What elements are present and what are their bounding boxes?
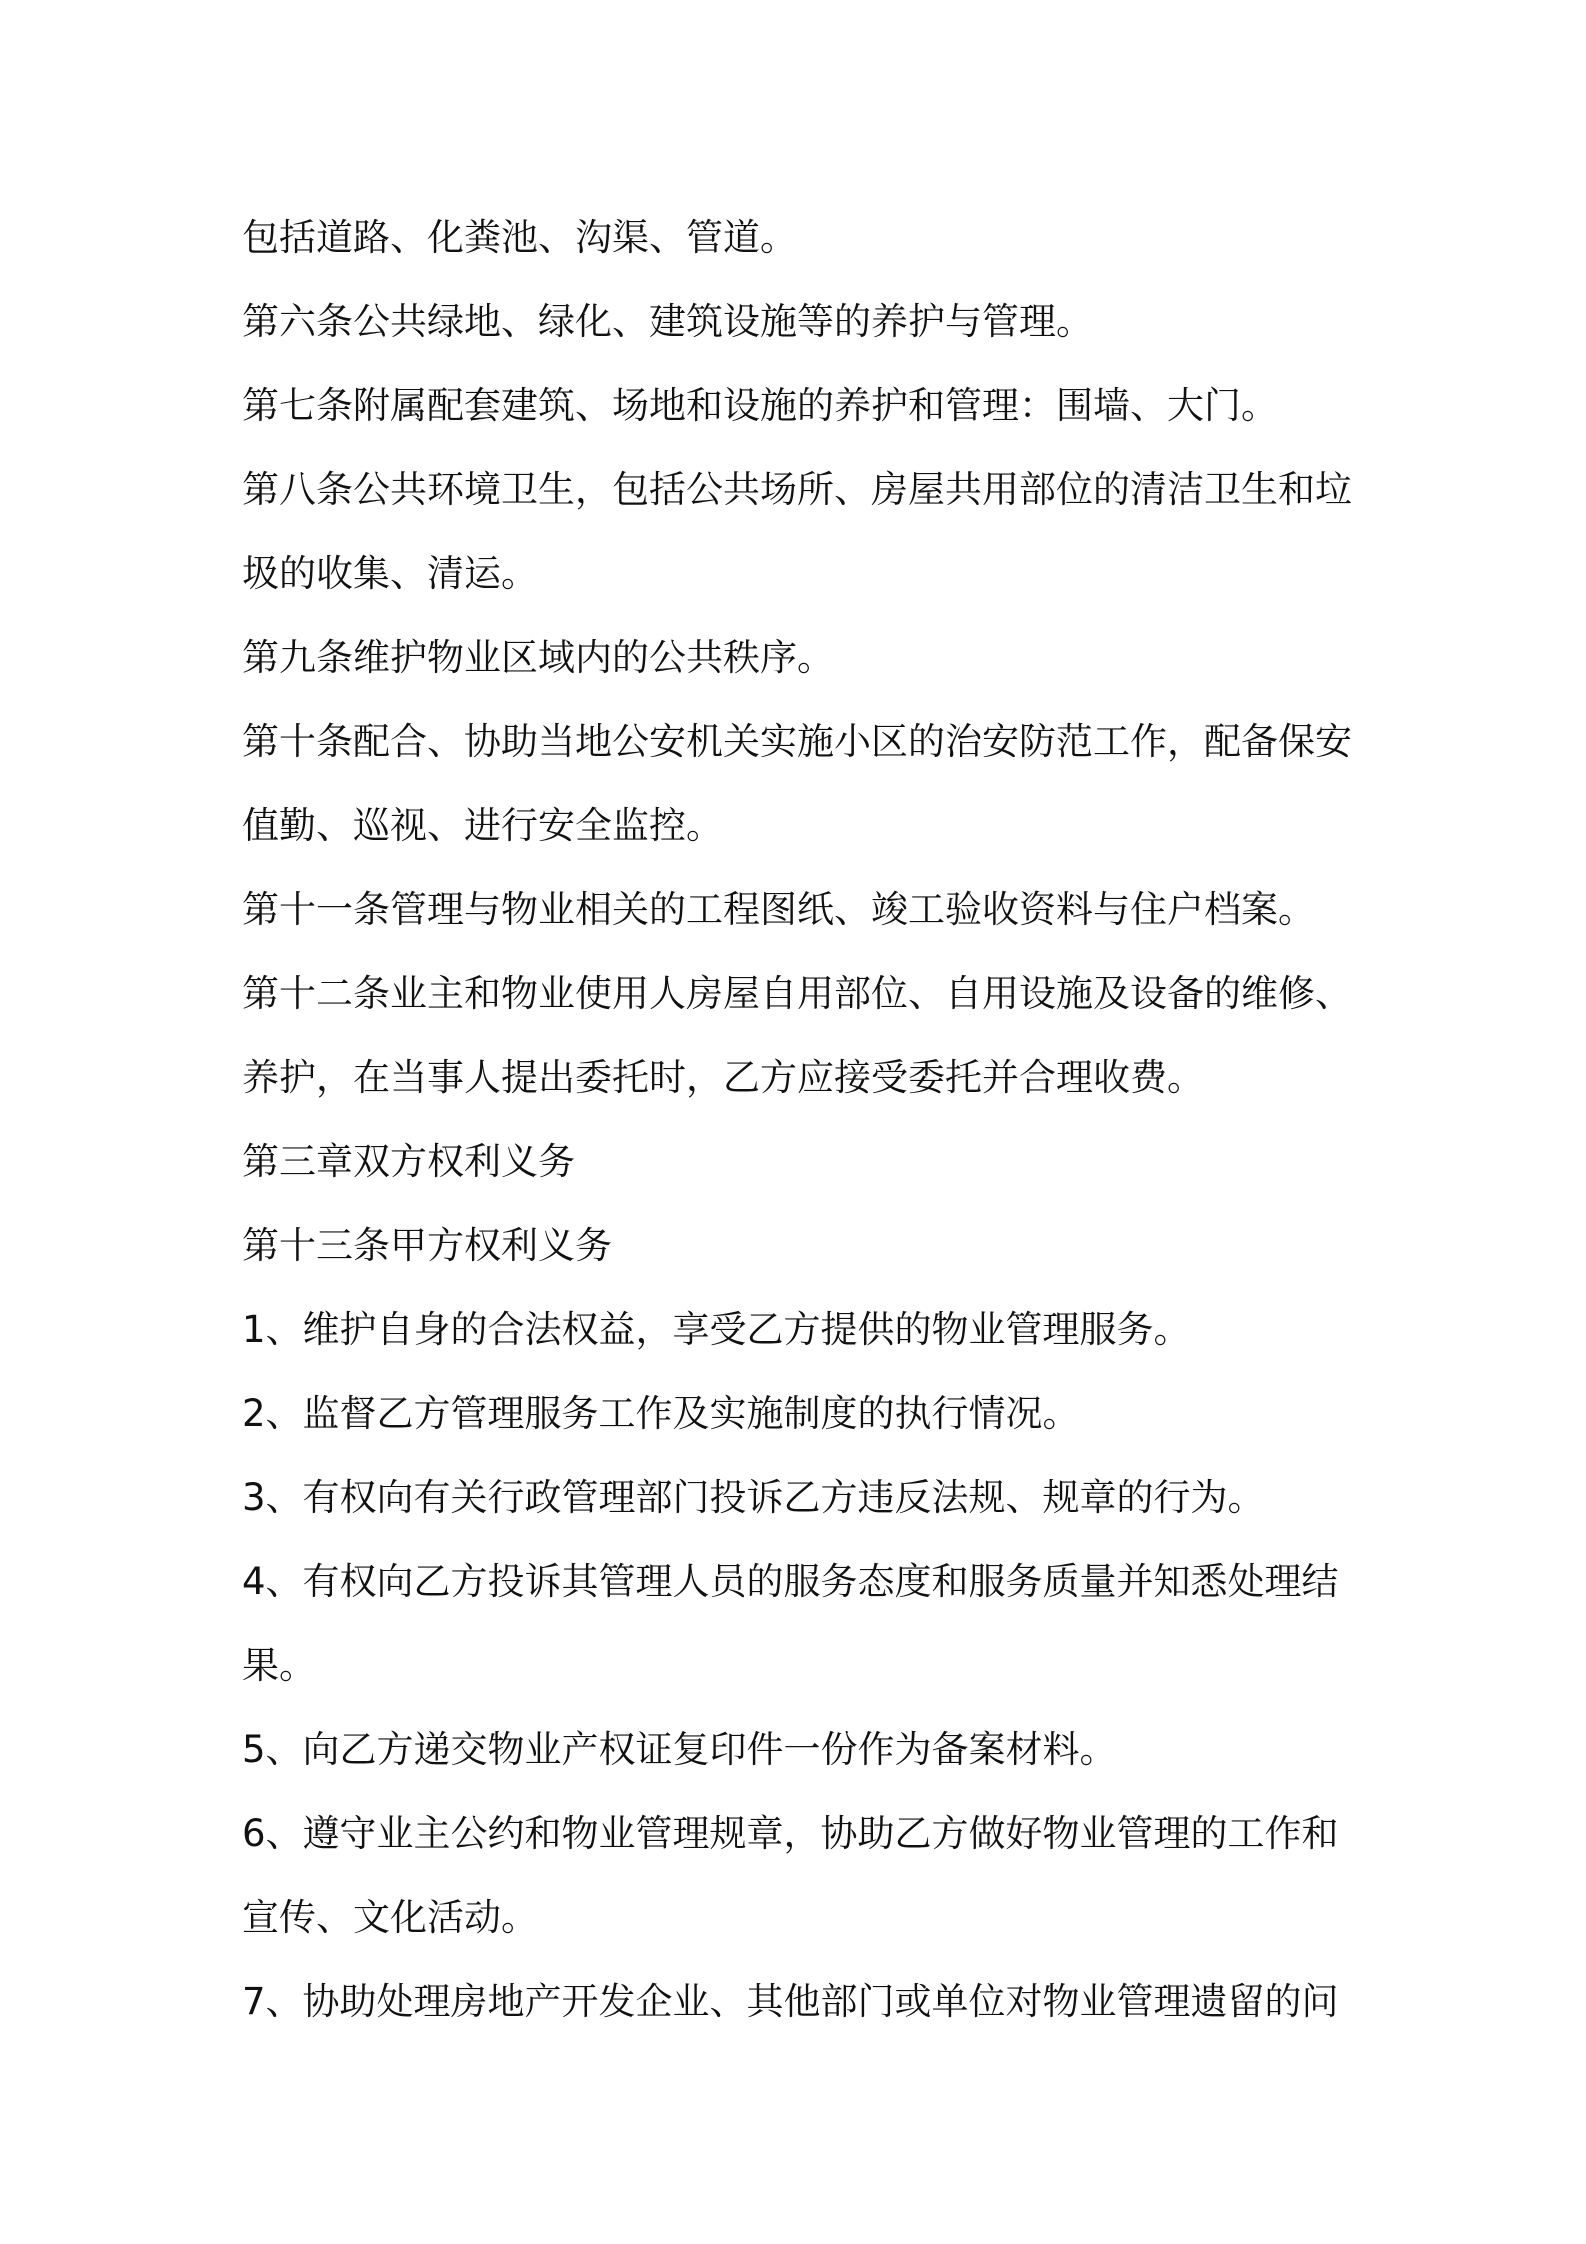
article-10-line: 第十条配合、协助当地公安机关实施小区的治安防范工作，配备保安: [242, 720, 1352, 763]
list-item: 4、有权向乙方投诉其管理人员的服务态度和服务质量并知悉处理结: [242, 1560, 1339, 1603]
article-8-line: 第八条公共环境卫生，包括公共场所、房屋共用部位的清洁卫生和垃: [242, 468, 1352, 511]
document-body: [242, 196, 1362, 2044]
article-12-line: 第十二条业主和物业使用人房屋自用部位、自用设施及设备的维修、: [242, 972, 1352, 1015]
text-line: 宣传、文化活动。: [242, 1896, 538, 1939]
text-line: 包括道路、化粪池、沟渠、管道。: [242, 216, 797, 259]
list-item: 3、有权向有关行政管理部门投诉乙方违反法规、规章的行为。: [242, 1476, 1265, 1519]
list-item: 1、维护自身的合法权益，享受乙方提供的物业管理服务。: [242, 1308, 1191, 1351]
article-9-line: 第九条维护物业区域内的公共秩序。: [242, 636, 834, 679]
text-line: 值勤、巡视、进行安全监控。: [242, 804, 723, 847]
article-6-line: 第六条公共绿地、绿化、建筑设施等的养护与管理。: [242, 300, 1093, 343]
list-item: 5、向乙方递交物业产权证复印件一份作为备案材料。: [242, 1728, 1117, 1771]
list-item: 2、监督乙方管理服务工作及实施制度的执行情况。: [242, 1392, 1080, 1435]
article-13-heading: 第十三条甲方权利义务: [242, 1224, 612, 1267]
article-11-line: 第十一条管理与物业相关的工程图纸、竣工验收资料与住户档案。: [242, 888, 1315, 931]
chapter-3-heading: 第三章双方权利义务: [242, 1140, 575, 1183]
list-item: 6、遵守业主公约和物业管理规章，协助乙方做好物业管理的工作和: [242, 1812, 1339, 1855]
text-line: 养护，在当事人提出委托时，乙方应接受委托并合理收费。: [242, 1056, 1204, 1099]
text-line: 果。: [242, 1644, 316, 1687]
article-7-line: 第七条附属配套建筑、场地和设施的养护和管理：围墙、大门。: [242, 384, 1278, 427]
list-item: 7、协助处理房地产开发企业、其他部门或单位对物业管理遗留的问: [242, 1980, 1339, 2023]
text-line: 圾的收集、清运。: [242, 552, 538, 595]
